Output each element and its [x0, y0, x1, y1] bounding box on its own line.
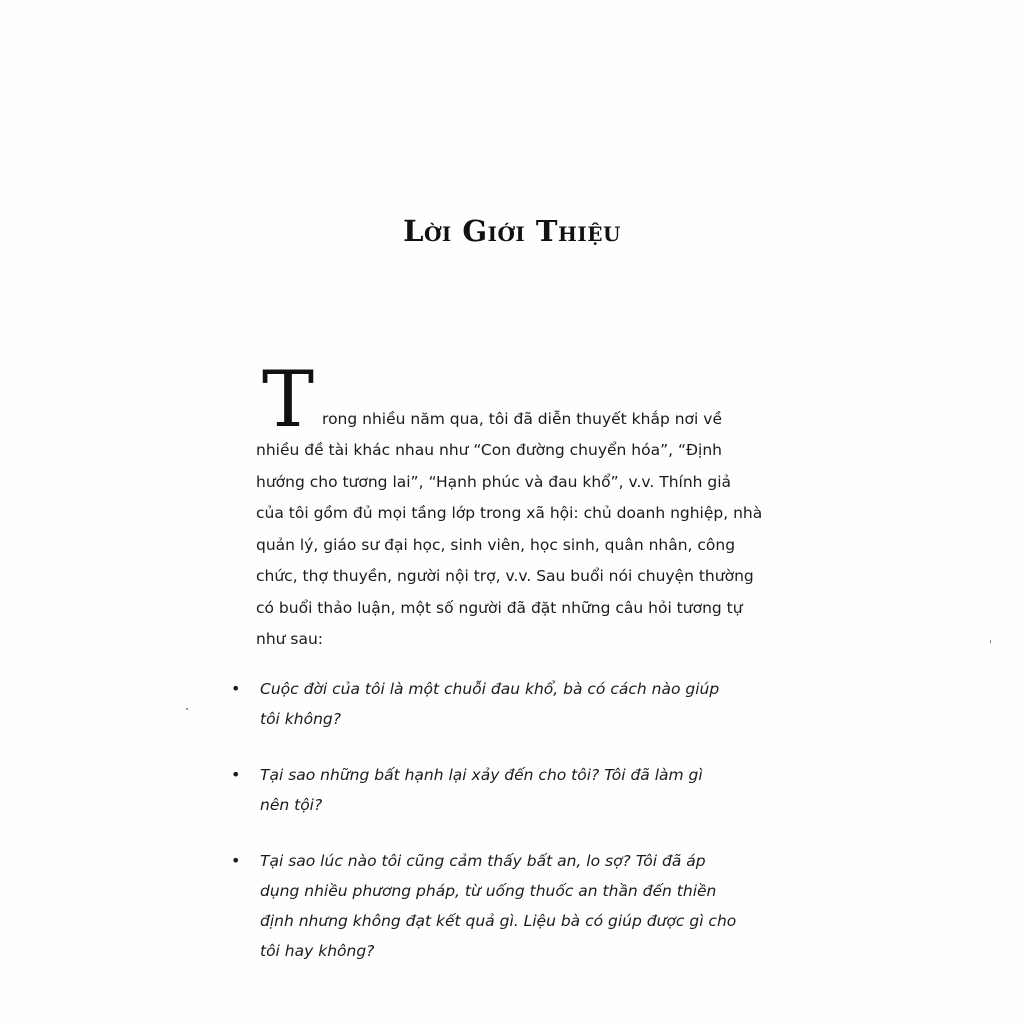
question-line: tôi không?: [260, 709, 341, 728]
page-body: [231, 355, 768, 992]
intro-first-line: rong nhiều năm qua, tôi đã diễn thuyết khắp nơi về: [322, 410, 722, 428]
question-item: [231, 846, 768, 966]
intro-line: quản lý, giáo sư đại học, sinh viên, học sinh, quân nhân, công: [256, 535, 736, 554]
intro-line: chức, thợ thuyền, người nội trợ, v.v. Sau buổi nói chuyện thường: [256, 567, 754, 585]
bullet-icon: •: [231, 764, 241, 784]
intro-line: có buổi thảo luận, một số người đã đặt những câu hỏi tương tự: [256, 598, 743, 617]
intro-line: như sau:: [256, 630, 324, 648]
question-list: [231, 674, 768, 966]
question-line: Cuộc đời của tôi là một chuỗi đau khổ, bà có cách nào giúp: [260, 679, 720, 698]
drop-cap: T: [262, 355, 315, 445]
question-item: [231, 674, 768, 734]
page-title: Lời Giới Thiệu: [403, 214, 621, 248]
question-line: Tại sao lúc nào tôi cũng cảm thấy bất an, lo sợ? Tôi đã áp: [260, 851, 706, 870]
question-line: tôi hay không?: [260, 941, 375, 960]
intro-line: nhiều đề tài khác nhau như “Con đường chuyển hóa”, “Định: [256, 441, 722, 459]
intro-paragraph: [256, 355, 768, 656]
bullet-icon: •: [231, 850, 241, 870]
scan-speck: [990, 640, 991, 643]
question-line: Tại sao những bất hạnh lại xảy đến cho tôi? Tôi đã làm gì: [260, 765, 703, 784]
intro-line: của tôi gồm đủ mọi tầng lớp trong xã hội: chủ doanh nghiệp, nhà: [256, 504, 763, 522]
question-line: dụng nhiều phương pháp, từ uống thuốc an thần đến thiền: [260, 881, 717, 900]
question-line: định nhưng không đạt kết quả gì. Liệu bà có giúp được gì cho: [260, 911, 737, 930]
scan-speck: [186, 708, 188, 710]
intro-line: hướng cho tương lai”, “Hạnh phúc và đau khổ”, v.v. Thính giả: [256, 472, 732, 491]
question-item: [231, 760, 768, 820]
question-line: nên tội?: [260, 795, 323, 814]
bullet-icon: •: [231, 678, 241, 698]
